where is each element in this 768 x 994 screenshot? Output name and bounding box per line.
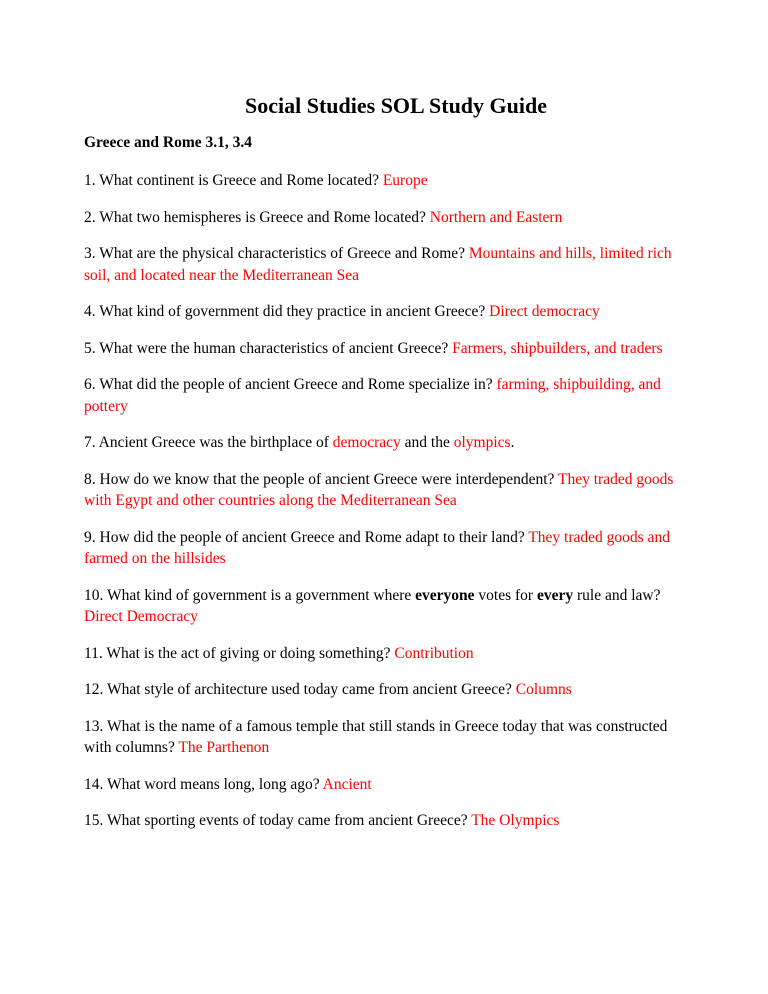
question-text: 11. What is the act of giving or doing something?: [84, 644, 395, 662]
question-text: 13. What is the name of a famous temple that still stands in Greece today that was constructed with columns?: [84, 717, 668, 756]
question-13: [84, 716, 684, 759]
answer-text: Northern and Eastern: [429, 208, 563, 226]
answer-text: Europe: [382, 172, 428, 189]
answer-text: They traded goods and farmed on the hillsides: [84, 528, 670, 567]
question-14: [84, 774, 684, 796]
question-text: 8. How do we know that the people of ancient Greece were interdependent?: [84, 470, 558, 488]
page-title: Social Studies SOL Study Guide: [245, 93, 547, 118]
question-text: 1. What continent is Greece and Rome located?: [84, 172, 383, 189]
question-text: 2. What two hemispheres is Greece and Rome located?: [84, 208, 430, 226]
question-2: [84, 207, 684, 229]
answer-text: Mountains and hills, limited rich soil, and located near the Mediterranean Sea: [84, 245, 672, 284]
answer-text: The Olympics: [471, 812, 560, 829]
question-text: votes for: [474, 586, 537, 604]
answer-text: Ancient: [322, 775, 372, 793]
question-12: [84, 679, 684, 701]
question-text: 12. What style of architecture used today came from ancient Greece?: [84, 681, 516, 698]
question-text: 5. What were the human characteristics of ancient Greece?: [84, 339, 453, 357]
answer-text: They traded goods with Egypt and other countries along the Mediterranean Sea: [84, 470, 674, 509]
question-text: .: [510, 434, 515, 451]
question-text: 15. What sporting events of today came from ancient Greece?: [84, 812, 472, 829]
question-text: rule and law?: [573, 586, 661, 604]
question-text: 4. What kind of government did they practice in ancient Greece?: [84, 303, 490, 320]
question-text: 3. What are the physical characteristics of Greece and Rome?: [84, 245, 469, 262]
question-1: [84, 170, 684, 192]
answer-text: Contribution: [394, 644, 474, 662]
answer-text: Direct democracy: [489, 303, 600, 320]
emphasis-text: everyone: [415, 586, 475, 604]
question-text: 6. What did the people of ancient Greece and Rome specialize in?: [84, 376, 497, 393]
question-7: [84, 432, 684, 454]
answer-text: Direct Democracy: [84, 608, 199, 625]
question-4: [84, 301, 684, 323]
answer-text: Farmers, shipbuilders, and traders: [452, 339, 663, 357]
question-text: 14. What word means long, long ago?: [84, 775, 323, 793]
question-9: [84, 527, 684, 570]
question-text: 10. What kind of government is a government where: [84, 586, 416, 604]
question-text: 7. Ancient Greece was the birthplace of: [84, 434, 333, 451]
question-6: [84, 374, 684, 417]
section-heading: Greece and Rome 3.1, 3.4: [84, 134, 253, 151]
question-text: and the: [400, 434, 454, 451]
answer-text: olympics: [453, 434, 511, 451]
answer-text: democracy: [332, 434, 401, 451]
question-11: [84, 643, 684, 665]
answer-text: Columns: [515, 681, 572, 698]
question-15: [84, 810, 684, 832]
answer-text: farming, shipbuilding, and pottery: [84, 376, 661, 415]
emphasis-text: every: [536, 586, 574, 604]
answer-text: The Parthenon: [178, 739, 270, 756]
question-5: [84, 338, 684, 360]
question-3: [84, 243, 684, 286]
question-text: 9. How did the people of ancient Greece and Rome adapt to their land?: [84, 528, 529, 546]
question-10: [84, 585, 684, 628]
question-8: [84, 469, 684, 512]
